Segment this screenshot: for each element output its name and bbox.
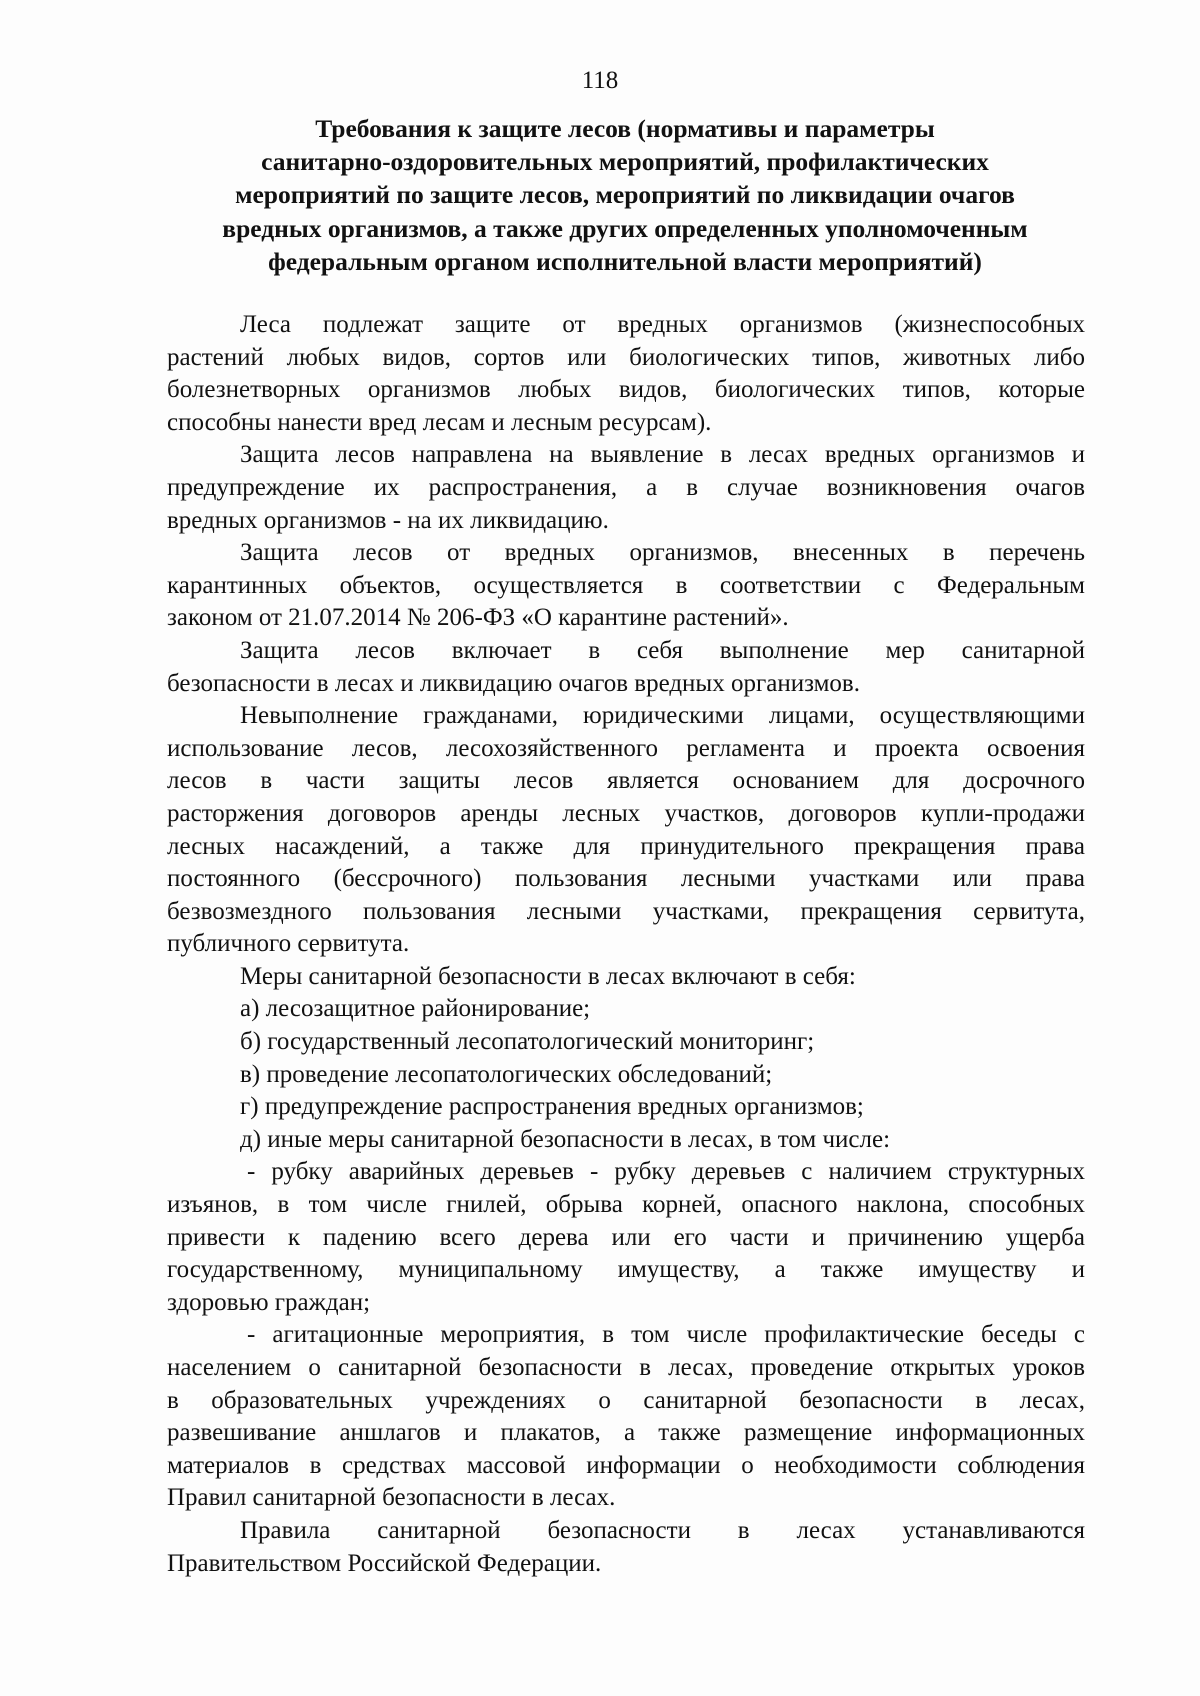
text-line: Невыполнение гражданами, юридическими лицами, осуществляющими [240,702,1085,730]
text-line: изъянов, в том числе гнилей, обрыва корней, опасного наклона, способных [167,1191,1085,1219]
text-line: Правила санитарной безопасности в лесах устанавливаются [240,1516,1085,1544]
text-line: расторжения договоров аренды лесных участков, договоров купли-продажи [167,799,1085,827]
text-line: здоровью граждан; [167,1288,371,1316]
paragraph [167,961,1085,994]
text-line: вредных организмов - на их ликвидацию. [167,506,609,534]
list-item [167,1091,1085,1124]
text-line: Правительством Российской Федерации. [167,1549,602,1577]
paragraph [167,1515,1085,1580]
text-line: постоянного (бессрочного) пользования лесными участками или права [167,865,1085,893]
paragraph [167,309,1085,439]
document-body [167,309,1085,1580]
text-line: растений любых видов, сортов или биологических типов, животных либо [167,343,1085,371]
text-line: карантинных объектов, осуществляется в соответствии с Федеральным [167,571,1085,599]
text-line: безвозмездного пользования лесными участками, прекращения сервитута, [167,897,1085,925]
text-line: Защита лесов направлена на выявление в лесах вредных организмов и [240,441,1085,469]
text-line: д) иные меры санитарной безопасности в лесах, в том числе: [240,1125,891,1153]
title-line: Требования к защите лесов (нормативы и параметры [315,114,935,143]
paragraph [167,439,1085,537]
text-line: Защита лесов от вредных организмов, внесенных в перечень [240,539,1085,567]
text-line: в образовательных учреждениях о санитарной безопасности в лесах, [167,1386,1085,1414]
text-line: материалов в средствах массовой информации о необходимости соблюдения [167,1451,1085,1479]
text-line: Леса подлежат защите от вредных организмов (жизнеспособных [240,311,1085,338]
text-line: использование лесов, лесохозяйственного регламента и проекта освоения [167,734,1085,762]
text-line: - рубку аварийных деревьев - рубку деревьев с наличием структурных [247,1158,1085,1186]
text-line: Правил санитарной безопасности в лесах. [167,1484,616,1512]
text-line: а) лесозащитное районирование; [240,995,591,1023]
page-number: 118 [581,67,619,94]
dash-item [167,1319,1085,1515]
title-line: мероприятий по защите лесов, мероприятий по ликвидации очагов [235,180,1015,210]
text-line: лесных насаждений, а также для принудительного прекращения права [167,832,1085,860]
text-line: безопасности в лесах и ликвидацию очагов вредных организмов. [167,669,860,697]
paragraph [167,700,1085,961]
title-line: федеральным органом исполнительной власти мероприятий) [268,246,982,276]
paragraph [167,537,1085,635]
text-line: Меры санитарной безопасности в лесах включают в себя: [240,962,856,990]
text-line: в) проведение лесопатологических обследований; [240,1060,773,1088]
text-line: привести к падению всего дерева или его части и причинению ущерба [167,1223,1085,1251]
document-title [160,112,1090,278]
title-line: санитарно-оздоровительных мероприятий, профилактических [261,147,989,177]
text-line: государственному, муниципальному имуществу, а также имуществу и [167,1256,1085,1284]
list-item [167,993,1085,1026]
text-line: лесов в части защиты лесов является основанием для досрочного [167,767,1085,795]
list-item [167,1026,1085,1059]
title-line: вредных организмов, а также других определенных уполномоченным [222,213,1028,243]
text-line: - агитационные мероприятия, в том числе профилактические беседы с [247,1321,1085,1349]
list-item [167,1059,1085,1092]
text-line: б) государственный лесопатологический мониторинг; [240,1028,815,1056]
list-item [167,1124,1085,1157]
text-line: населением о санитарной безопасности в лесах, проведение открытых уроков [167,1354,1085,1381]
paragraph [167,635,1085,700]
dash-item [167,1156,1085,1319]
text-line: болезнетворных организмов любых видов, биологических типов, которые [167,376,1085,404]
text-line: предупреждение их распространения, а в случае возникновения очагов [167,473,1085,501]
text-line: развешивание аншлагов и плакатов, а также размещение информационных [167,1419,1085,1447]
text-line: публичного сервитута. [167,930,410,958]
text-line: г) предупреждение распространения вредных организмов; [240,1093,864,1121]
text-line: способны нанести вред лесам и лесным ресурсам). [167,408,712,436]
text-line: Защита лесов включает в себя выполнение мер санитарной [240,636,1085,664]
text-line: законом от 21.07.2014 № 206-ФЗ «О карантине растений». [167,604,789,632]
